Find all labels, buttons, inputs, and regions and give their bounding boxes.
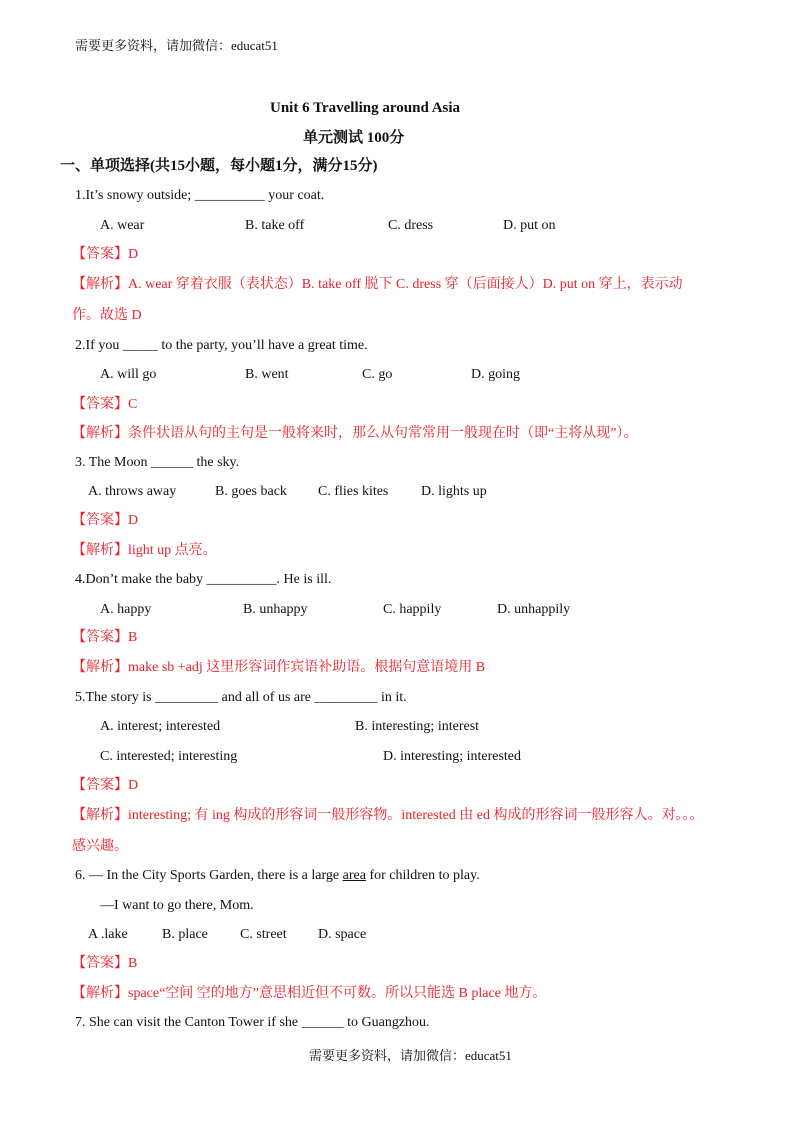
question-1-option-c: C. dress (388, 218, 434, 233)
question-4-option-b: B. unhappy (243, 602, 308, 617)
page-header: 需要更多资料，请加微信：educat51 (75, 38, 278, 53)
question-4-stem: 4.Don’t make the baby __________. He is ill. (75, 572, 332, 587)
question-5-stem: 5.The story is _________ and all of us are _________ in it. (75, 690, 407, 705)
question-3-option-c: C. flies kites (318, 484, 389, 499)
question-6-stem (75, 867, 480, 885)
question-3-answer: 【答案】D (72, 513, 139, 528)
question-4-option-d: D. unhappily (497, 602, 571, 617)
question-1-stem: 1.It’s snowy outside; __________ your coat. (75, 188, 325, 203)
question-2-option-c: C. go (362, 367, 393, 382)
question-6-stem-start: 6. — In the City Sports Garden, there is a large (75, 868, 343, 883)
question-2-analysis: 【解析】条件状语从句的主句是一般将来时，那么从句常常用一般现在时（即“主将从现”）。 (72, 426, 638, 441)
question-6-option-d: D. space (318, 927, 367, 942)
question-5-option-a: A. interest; interested (100, 719, 221, 734)
question-2-option-a: A. will go (100, 367, 157, 382)
question-6-stem-end: for children to play. (365, 868, 480, 883)
question-5-option-c: C. interested; interesting (100, 749, 238, 764)
question-6-analysis: 【解析】space“空间 空的地方”意思相近但不可数。所以只能选 B place 地方。 (72, 986, 547, 1001)
question-4-option-c: C. happily (383, 602, 442, 617)
question-3-stem: 3. The Moon ______ the sky. (75, 455, 240, 470)
question-6-option-a: A .lake (88, 927, 128, 942)
question-1-analysis-line-1: 【解析】A. wear 穿着衣服（表状态）B. take off 脱下 C. dress 穿（后面接人）D. put on 穿上，表示动 (72, 277, 683, 292)
question-1-analysis-line-2: 作。故选 D (72, 308, 142, 323)
question-6-answer: 【答案】B (72, 956, 138, 971)
question-1-answer: 【答案】D (72, 247, 139, 262)
page-footer: 需要更多资料，请加微信：educat51 (309, 1048, 512, 1063)
question-5-option-b: B. interesting; interest (355, 719, 480, 734)
question-3-option-d: D. lights up (421, 484, 487, 499)
question-5-option-d: D. interesting; interested (383, 749, 522, 764)
question-4-answer: 【答案】B (72, 630, 138, 645)
question-2-option-b: B. went (245, 367, 289, 382)
question-6-option-b: B. place (162, 927, 208, 942)
question-7-stem: 7. She can visit the Canton Tower if she ______ to Guangzhou. (75, 1015, 430, 1030)
question-2-answer: 【答案】C (72, 397, 138, 412)
question-4-analysis: 【解析】make sb +adj 这里形容词作宾语补助语。根据句意语境用 B (72, 660, 486, 675)
question-1-option-d: D. put on (503, 218, 556, 233)
section-heading: 一、单项选择(共15小题，每小题1分，满分15分) (60, 158, 378, 174)
question-1-option-a: A. wear (100, 218, 145, 233)
question-6-option-c: C. street (240, 927, 287, 942)
question-3-option-a: A. throws away (88, 484, 177, 499)
question-3-option-b: B. goes back (215, 484, 287, 499)
question-5-answer: 【答案】D (72, 778, 139, 793)
question-2-option-d: D. going (471, 367, 520, 382)
question-5-analysis-line-2: 感兴趣。 (72, 839, 128, 854)
question-3-analysis: 【解析】light up 点亮。 (72, 543, 217, 558)
question-1-option-b: B. take off (245, 218, 305, 233)
question-6-reply: —I want to go there, Mom. (100, 898, 254, 913)
question-2-stem: 2.If you _____ to the party, you’ll have a great time. (75, 338, 368, 353)
document-title: Unit 6 Travelling around Asia (270, 100, 461, 116)
question-4-option-a: A. happy (100, 602, 152, 617)
question-5-analysis-line-1: 【解析】interesting; 有 ing 构成的形容词一般形容物。interested 由 ed 构成的形容词一般形容人。对。。。 (72, 808, 704, 823)
document-subtitle: 单元测试 100分 (303, 130, 405, 146)
question-6-underlined-word: area (342, 868, 366, 883)
